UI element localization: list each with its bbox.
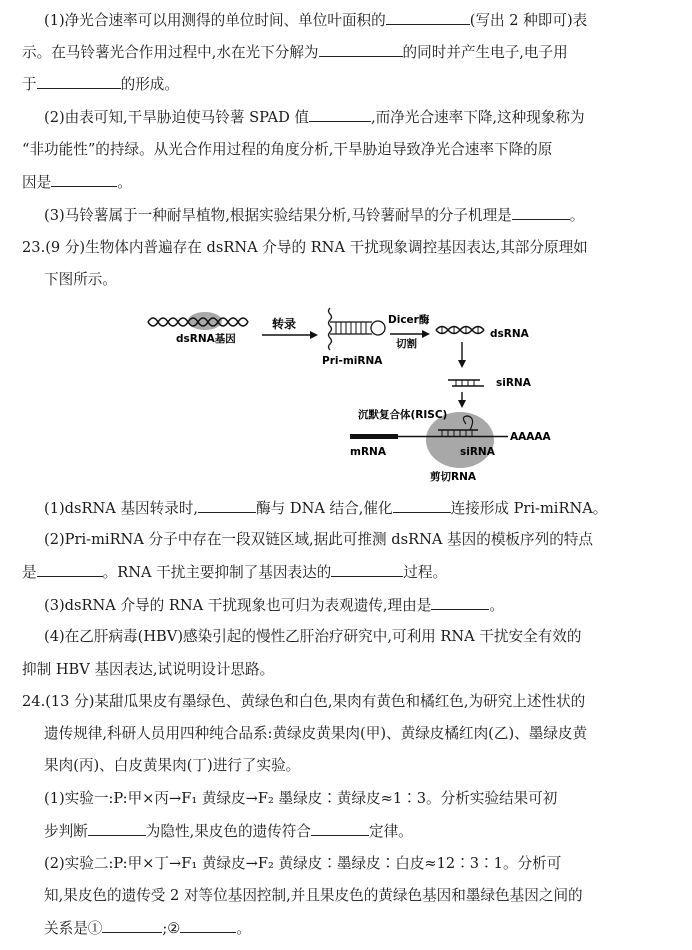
label-dsrna: dsRNA (490, 328, 529, 340)
text: (写出 2 种即可)表 (469, 12, 588, 29)
text: 酶与 DNA 结合,催化 (256, 500, 393, 517)
answer-blank (311, 821, 369, 836)
q22-p3 (44, 205, 584, 226)
text: 于 (22, 76, 37, 93)
text: 遗传规律,科研人员用四种纯合品系:黄绿皮黄果肉(甲)、黄绿皮橘红肉(乙)、墨绿皮黄 (44, 725, 588, 742)
text: 关系是① (44, 920, 103, 937)
q22-p1-line1 (44, 10, 587, 31)
q24-stem-line1 (22, 692, 585, 712)
label-polya: AAAAA (510, 431, 551, 443)
text: 23.(9 分)生物体内普遍存在 dsRNA 介导的 RNA 干扰现象调控基因表达,其部分原理如 (22, 239, 588, 256)
text: 为隐性,果皮色的遗传符合 (145, 823, 311, 840)
text: 。 (117, 174, 132, 191)
text: ,而净光合速率下降,这种现象称为 (371, 109, 585, 126)
q24-stem-line2 (44, 724, 587, 744)
text: 过程。 (403, 564, 448, 581)
text: 。RNA 干扰主要抑制了基因表达的 (102, 564, 332, 581)
hairpin-loop-icon (371, 321, 385, 335)
label-dicer: Dicer酶 (388, 314, 430, 326)
dsrna-strand-icon (436, 327, 484, 334)
arrowhead-icon (310, 331, 318, 339)
text: 。 (569, 207, 585, 224)
q22-p2-line1 (44, 107, 585, 128)
answer-blank (319, 42, 403, 57)
answer-blank (88, 821, 146, 836)
q22-p1-line2 (22, 42, 568, 63)
answer-blank (309, 107, 371, 122)
text: 的同时并产生电子,电子用 (402, 44, 568, 61)
text: 。 (489, 597, 504, 614)
answer-blank (37, 74, 121, 89)
hairpin-bonds (336, 322, 366, 334)
label-sirna: siRNA (496, 377, 531, 389)
text: 下图所示。 (44, 271, 117, 288)
answer-blank (386, 10, 470, 25)
text: (3)dsRNA 介导的 RNA 干扰现象也可归为表观遗传,理由是 (44, 597, 432, 614)
text: 示。在马铃薯光合作用过程中,水在光下分解为 (22, 44, 319, 61)
q23-p4-line1 (44, 627, 582, 647)
text: 抑制 HBV 基因表达,试说明设计思路。 (22, 661, 275, 678)
label-sirna-bound: siRNA (460, 446, 495, 458)
sirna-bonds (456, 380, 474, 386)
arrowhead-icon (458, 360, 466, 368)
label-transcription: 转录 (272, 317, 297, 331)
text: 。 (236, 920, 251, 937)
q24-p2-line1 (44, 854, 561, 874)
q23-p3 (44, 595, 504, 616)
text: (1)dsRNA 基因转录时, (44, 500, 199, 517)
text: (4)在乙肝病毒(HBV)感染引起的慢性乙肝治疗研究中,可利用 RNA 干扰安全有效的 (44, 628, 582, 645)
label-pri-mirna: Pri-miRNA (322, 355, 383, 367)
q24-p2-line3 (44, 918, 251, 939)
q23-p2-line1 (44, 530, 593, 550)
text: 是 (22, 564, 37, 581)
answer-blank (512, 205, 570, 220)
label-mrna: mRNA (350, 446, 386, 458)
answer-blank (431, 595, 489, 610)
q24-p1-line1 (44, 789, 557, 809)
q24-p1-line2 (44, 821, 413, 842)
answer-blank (37, 562, 103, 577)
label-cut-rna: 剪切RNA (430, 471, 476, 483)
q23-p1 (44, 498, 607, 519)
answer-blank (102, 918, 162, 933)
text: 因是 (22, 174, 52, 191)
text: (2)由表可知,干旱胁迫使马铃薯 SPAD 值 (44, 109, 310, 126)
text: 连接形成 Pri-miRNA。 (450, 500, 608, 517)
answer-blank (198, 498, 256, 513)
answer-blank (180, 918, 236, 933)
text: (1)净光合速率可以用测得的单位时间、单位叶面积的 (44, 12, 386, 29)
pri-mirna-tail-icon (329, 308, 332, 350)
label-cut: 切割 (396, 338, 417, 350)
text: 24.(13 分)某甜瓜果皮有墨绿色、黄绿色和白色,果肉有黄色和橘红色,为研究上述性状的 (22, 693, 586, 710)
text: 的形成。 (120, 76, 179, 93)
text: (1)实验一:P:甲×丙→F₁ 黄绿皮→F₂ 墨绿皮∶黄绿皮≈1∶3。分析实验结果可初 (44, 790, 558, 807)
answer-blank (51, 172, 117, 187)
arrowhead-icon (458, 400, 466, 408)
q23-stem-line2 (44, 270, 117, 290)
text: (2)实验二:P:甲×丁→F₁ 黄绿皮→F₂ 黄绿皮∶墨绿皮∶白皮≈12∶3∶1。分析可 (44, 855, 562, 872)
text: (2)Pri-miRNA 分子中存在一段双链区域,据此可推测 dsRNA 基因的模板序列的特点 (44, 531, 593, 548)
q23-p4-line2 (22, 660, 274, 680)
text: ;② (162, 920, 181, 937)
text: 定律。 (368, 823, 413, 840)
text: “非功能性”的持绿。从光合作用过程的角度分析,干旱胁迫导致净光合速率下降的原 (22, 141, 553, 158)
text: 步判断 (44, 823, 88, 840)
mrna-thick-segment (350, 434, 398, 439)
arrowhead-icon (422, 330, 430, 338)
label-risc: 沉默复合体(RISC) (358, 409, 448, 421)
q22-p1-line3 (22, 74, 179, 95)
q23-p2-line2 (22, 562, 447, 583)
q22-p2-line3 (22, 172, 132, 193)
q24-stem-line3 (44, 756, 300, 776)
rnai-diagram (0, 295, 692, 490)
q24-p2-line2 (44, 886, 583, 906)
text: (3)马铃薯属于一种耐旱植物,根据实验结果分析,马铃薯耐旱的分子机理是 (44, 207, 512, 224)
label-dsrna-gene: dsRNA基因 (176, 333, 236, 345)
text: 果肉(丙)、白皮黄果肉(丁)进行了实验。 (44, 757, 301, 774)
answer-blank (331, 562, 403, 577)
text: 知,果皮色的遗传受 2 对等位基因控制,并且果皮色的黄绿色基因和墨绿色基因之间的 (44, 887, 583, 904)
q22-p2-line2 (22, 140, 552, 160)
q23-stem-line1 (22, 238, 588, 258)
answer-blank (393, 498, 451, 513)
